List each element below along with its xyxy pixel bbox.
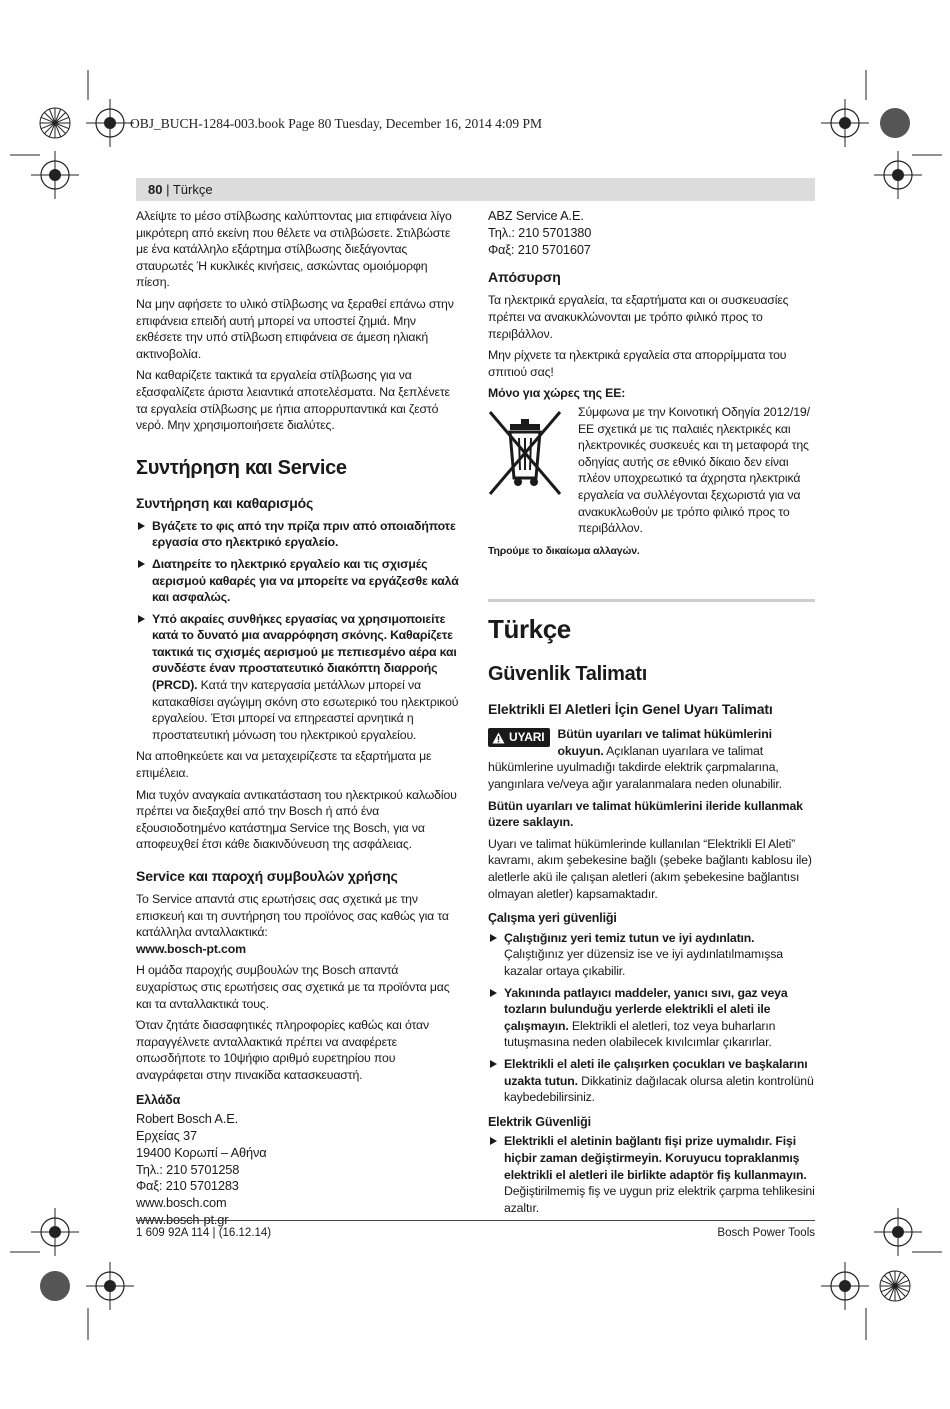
subsection-title-service: Service και παροχή συμβουλών χρήσης (136, 868, 398, 884)
bullet-text: Değiştirilmemiş fiş ve uygun priz elektrik çarpma tehlikesini azaltır. (504, 1184, 815, 1215)
warning-bold-text: Bütün uyarıları ve talimat hükümlerini okuyun. (557, 727, 772, 758)
bullet-bold-text: Elektrikli el aletinin bağlantı fişi prize uymalıdır. Fişi hiçbir zaman değiştirmeyin. Koruyucu topraklanmış elektrikli el aletleri ile birlikte adaptör fiş kullanmayın. (504, 1134, 807, 1182)
address-line: www.bosch.com (136, 1195, 227, 1211)
paragraph: Uyarı ve talimat hükümlerinde kullanılan “Elektrikli El Aleti” kavramı, akım şebekesine bağlı (şebeke bağlantı kablosu ile) aletlerle akü ile çalışan aletleri (akım şebekesine bağlantısı olmayan aletler) kapsamaktadır. (488, 836, 812, 901)
language-title: Türkçe (488, 614, 571, 645)
address-line: Τηλ.: 210 5701380 (488, 224, 592, 240)
warning-text: Açıklanan uyarılara ve talimat hükümlerine uyulmadığı takdirde elektrik çarpmalarına, yangınlara ve/veya ağır yaralanmalara neden olunabilir. (488, 743, 782, 792)
bullet-text: Çalıştığınız yer düzensiz ise ve iyi aydınlatılmamışsa kazalar ortaya çıkabilir. (504, 947, 783, 979)
subsection-title-electrical-safety: Elektrik Güvenliği (488, 1114, 591, 1129)
paragraph: Να αποθηκεύετε και να μεταχειρίζεστε τα εξαρτήματα με επιμέλεια. (136, 749, 432, 781)
list-item (136, 611, 462, 744)
paragraph: Το Service απαντά στις ερωτήσεις σας σχετικά με την επισκευή και τη συντήρηση του προϊόνος σας καθώς για τα κατάλληλα ανταλλακτικά: (136, 892, 449, 940)
address-line: Robert Bosch A.E. (136, 1111, 239, 1127)
section-divider (488, 599, 815, 602)
country-heading: Ελλάδα (136, 1092, 181, 1107)
paragraph: Όταν ζητάτε διασαφητικές πληροφορίες καθώς και όταν παραγγέλνετε ανταλλακτικά πρέπει να αναφέρετε οπωσδήποτε το 10ψήφιο αριθμό ευρετηρίου που αναγράφεται στην πινακίδα κατασκευαστή. (136, 1018, 429, 1082)
list-item (136, 556, 462, 606)
address-line: ABZ Service A.E. (488, 208, 584, 223)
subsection-title-general-warnings: Elektrikli El Aletleri İçin Genel Uyarı Talimatı (488, 701, 773, 718)
keep-instructions: Bütün uyarıları ve talimat hükümlerini ileride kullanmak üzere saklayın. (488, 798, 803, 830)
reserve-note: Τηρούμε το δικαίωμα αλλαγών. (488, 544, 640, 557)
page-header (136, 178, 815, 201)
list-item (136, 518, 462, 551)
address-block (136, 1111, 462, 1229)
service-url: www.bosch-pt.com (136, 941, 246, 956)
bullet-bold-text: Elektrikli el aleti ile çalışırken çocukları ve başkalarını uzakta tutun. (504, 1056, 808, 1088)
bullet-text: Κατά την κατεργασία μετάλλων μπορεί να κατακαθίσει αγώγιμη σκόνη στο εσωτερικό του ηλεκτρικού εργαλείου. Έτσι μπορεί να επηρεαστεί αρνητικά η προστατευτική μόνωση του ηλεκτρικού εργαλείου. (152, 678, 459, 742)
paragraph: Μην ρίχνετε τα ηλεκτρικά εργαλεία στα απορρίμματα του σπιτιού σας! (488, 348, 787, 379)
address-line: Τηλ.: 210 5701258 (136, 1161, 240, 1177)
weee-text: Σύμφωνα με την Κοινοτική Οδηγία 2012/19/ΕΕ σχετικά με τις παλαιές ηλεκτρικές και ηλεκτρονικές συσκευές και τη μεταφορά της οδηγίας αυτής σε εθνικό δίκαιο δεν είναι πλέον υποχρεωτικό τα άχρηστα ηλεκτρικά εργαλεία να συλλέγονται ξεχωριστά για να ανακυκλωθούν με τρόπο φιλικό προς το περιβάλλον. (578, 404, 810, 536)
footer-brand: Bosch Power Tools (717, 1227, 815, 1239)
bullet-text: Elektrikli el aletleri, toz veya buharların tutuşmasına neden olabilecek kıvılcımlar çıkarırlar. (504, 1018, 776, 1050)
abz-address-block (488, 208, 815, 258)
right-column (488, 208, 815, 1221)
bullet-bold-text: Υπό ακραίες συνθήκες εργασίας να χρησιμοποιείτε κατά το δυνατό μια αναρρόφηση σκόνης. Καθαρίζετε τακτικά τις σχισμές αερισμού με πεπιεσμένο αέρα και συνδέστε έναν προστατευτικό διακόπτη διαρροής (PRCD). (152, 611, 457, 693)
list-item (488, 930, 815, 980)
paragraph: Τα ηλεκτρικά εργαλεία, τα εξαρτήματα και οι συσκευασίες πρέπει να ανακυκλώνονται με τρόπο φιλικό προς το περιβάλλον. (488, 293, 789, 341)
header-language: Türkçe (172, 182, 213, 197)
section-title-safety: Güvenlik Talimatı (488, 663, 648, 686)
address-line: Ερχείας 37 (136, 1127, 197, 1143)
bullet-text: Dikkatiniz dağılacak olursa aletin kontrolünü kaybedebilirsiniz. (504, 1073, 814, 1105)
list-item (488, 1133, 815, 1216)
address-line: Φαξ: 210 5701607 (488, 241, 591, 257)
bullet-bold-text: Βγάζετε το φις από την πρίζα πριν από οποιαδήποτε εργασία στο ηλεκτρικό εργαλείο. (152, 518, 456, 550)
eu-heading: Μόνο για χώρες της ΕΕ: (488, 386, 626, 401)
bullet-bold-text: Yakınında patlayıcı maddeler, yanıcı sıvı, gaz veya tozların bulunduğu yerlerde elektrikli el aleti ile çalışmayın. (504, 985, 788, 1033)
bullet-bold-text: Διατηρείτε το ηλεκτρικό εργαλείο και τις σχισμές αερισμού καθαρές για να μπορείτε να εργάζεσθε καλά και ασφαλώς. (152, 556, 459, 605)
warning-badge (488, 728, 550, 747)
warning-triangle-icon (492, 732, 505, 744)
warning-badge-label: UYARI (509, 730, 545, 745)
address-line: www.bosch-pt.gr (136, 1211, 229, 1227)
subsection-title-work-area: Çalışma yeri güvenliği (488, 911, 617, 926)
paragraph: Η ομάδα παροχής συμβουλών της Bosch απαντά ευχαρίστως στις ερωτήσεις σας σχετικά με τα προϊόντα μας και τα ανταλλακτικά τους. (136, 963, 450, 1011)
paragraph: Να μην αφήσετε το υλικό στίλβωσης να ξεραθεί επάνω στην επιφάνεια επειδή αυτή μπορεί να υποστεί ζημιά. Μην εκθέσετε την υπό στίλβωση επιφάνεια σε άμεση ηλιακή ακτινοβολία. (136, 296, 454, 361)
footer-document-number: 1 609 92A 114 | (16.12.14) (136, 1227, 272, 1239)
paragraph: Αλείψτε το μέσο στίλβωσης καλύπτοντας μια επιφάνεια λίγο μικρότερη από εκείνη που θέλετε να στιλβώσετε. Στιλβώστε με ένα κατάλληλο εξάρτημα στίλβωσης διεξάγοντας σταυρωτές Ή κυκλικές κινήσεις, ασκώντας ομοιόμορφη πίεση. (136, 209, 452, 290)
subsection-title-disposal: Απόσυρση (488, 269, 561, 286)
subsection-title-cleaning: Συντήρηση και καθαρισμός (136, 494, 314, 511)
footer-divider (136, 1220, 815, 1221)
page-number: 80 (148, 182, 163, 197)
bullet-bold-text: Çalıştığınız yeri temiz tutun ve iyi aydınlatın. (504, 930, 755, 945)
warning-paragraph (488, 726, 815, 792)
list-item (488, 985, 815, 1051)
crossed-out-wheelie-bin-icon (488, 410, 562, 496)
paragraph: Μια τυχόν αναγκαία αντικατάσταση του ηλεκτρικού καλωδίου πρέπει να διεξαχθεί από την Bosch ή από ένα εξουσιοδοτημένο κατάστημα Service της Bosch, για να αποφευχθεί έτσι κάθε διακινδύνευση της ασφάλειας. (136, 787, 457, 852)
left-column (136, 208, 462, 1229)
weee-block (488, 404, 815, 537)
printer-info-line: OBJ_BUCH-1284-003.book Page 80 Tuesday, December 16, 2014 4:09 PM (130, 116, 542, 131)
section-title-maintenance: Συντήρηση και Service (136, 456, 347, 479)
address-line: 19400 Κορωπί – Αθήνα (136, 1144, 267, 1160)
list-item (488, 1056, 815, 1106)
paragraph: Να καθαρίζετε τακτικά τα εργαλεία στίλβωσης για να εξασφαλίζετε άριστα λειαντικά αποτελέσματα. Να ξεπλένετε τα εργαλεία στίλβωσης με ήπια απορρυπαντικά και ζεστό νερό. Μην χρησιμοποιήσετε διαλύτες. (136, 368, 450, 433)
header-separator: | (162, 182, 173, 197)
address-line: Φαξ: 210 5701283 (136, 1178, 239, 1194)
